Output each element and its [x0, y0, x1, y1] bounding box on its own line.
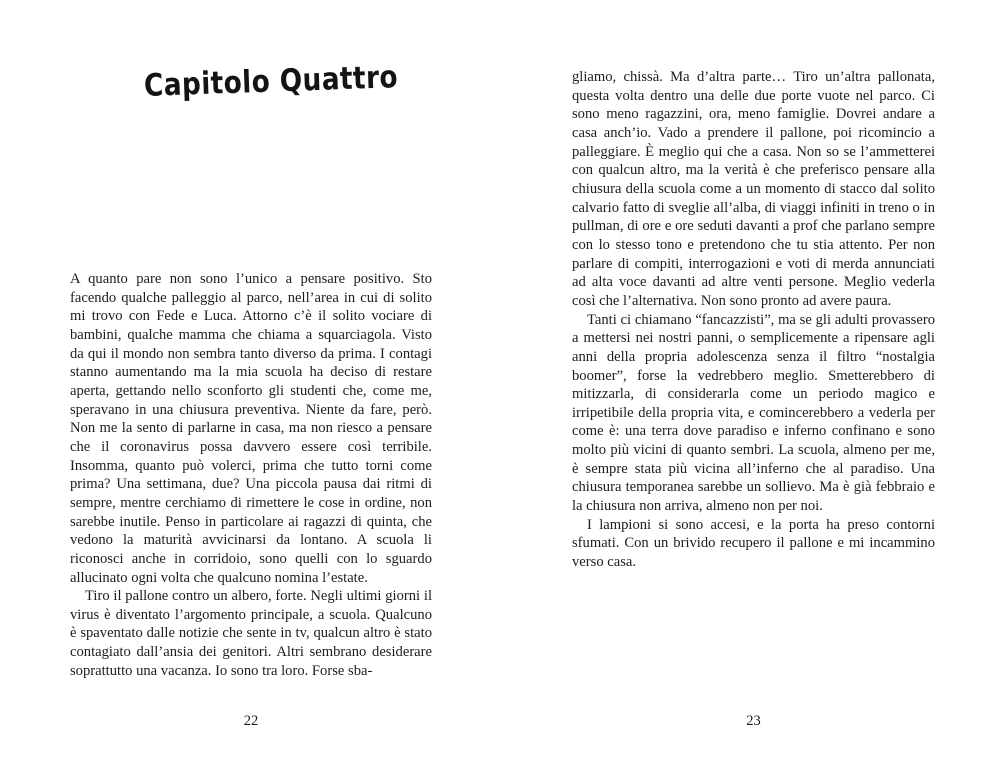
page-number-left: 22: [243, 713, 259, 729]
paragraph: A quanto pare non sono l’unico a pensare positivo. Sto facendo qualche palleggio al parco, nell’area in cui di solito mi trovo con Fede e Luca. Attorno c’è il solito vociare di bambini, qualche mamma che chiama a squarciagola. Visto da qui il mondo non sembra tanto diverso da prima. I contagi stanno aumentando ma la mia scuola ha deciso di restare aperta, gettando nello sconforto gli studenti che, come me, speravano in una chiusura preventiva. Niente da fare, però. Non me la sento di parlarne in casa, ma non riesco a pensare che il coronavirus possa davvero essere così terribile. Insomma, quanto può volerci, prima che tutto torni come prima? Una settimana, due? Una piccola pausa dai ritmi di sempre, mentre cerchiamo di rimettere le cose in ordine, non sarebbe inutile. Penso in particolare ai ragazzi di quinta, che vedono la maturità avvicinarsi da lontano. A scuola li riconosci anche in corridoio, sono quelli con lo sguardo allucinato ogni volta che qualcuno nomina l’estate.: [70, 271, 432, 586]
chapter-title: Capitolo Quattro: [143, 59, 399, 104]
left-page-body: [70, 270, 432, 680]
right-page-body: [572, 68, 935, 572]
page-right: [572, 0, 935, 768]
page-number-right: 23: [746, 713, 761, 729]
paragraph: Tiro il pallone contro un albero, forte. Negli ultimi giorni il virus è diventato l’argomento principale, a scuola. Qualcuno è spaventato dalle notizie che sente in tv, qualcun altro è stato contagiato dall’ansia dei genitori. Altri sembrano desiderare soprattutto una vacanza. Io sono tra loro. Forse sba-: [70, 588, 432, 679]
paragraph: gliamo, chissà. Ma d’altra parte… Tiro un’altra pallonata, questa volta dentro una delle due porte vuote nel parco. Ci sono meno ragazzini, ora, meno famiglie. Dovrei andare a casa anch’io. Vado a prendere il pallone, poi ricomincio a palleggiare. È meglio qui che a casa. Non so se l’ammetterei con qualcun altro, ma la verità è che preferisco pensare alla chiusura della scuola come a un momento di stacco dal solito calvario fatto di sveglie all’alba, di viaggi infiniti in treno o in pullman, di ore e ore seduti davanti a prof che parlano sempre con lo stesso tono e pretendono che tu stia attento. Per non parlare di compiti, interrogazioni e voti di merda annunciati ad alta voce davanti ad altre venti persone. Meglio vederla così che l’alternativa. Non sono pronto ad avere paura.: [572, 69, 935, 309]
paragraph: I lampioni si sono accesi, e la porta ha preso contorni sfumati. Con un brivido recupero il pallone e mi incammino verso casa.: [572, 516, 935, 571]
page-left: [70, 0, 432, 768]
paragraph: Tanti ci chiamano “fancazzisti”, ma se gli adulti provassero a mettersi nei nostri panni, o semplicemente a ripensare agli anni della propria adolescenza senza il filtro “nostalgia boomer”, forse la vedrebbero meglio. Smetterebbero di mitizzarla, di considerarla come un periodo magico e irripetibile della propria vita, e comincerebbero a vederla per come è: una terra dove paradiso e inferno confinano e sono molto più vicini di quanto sembri. La scuola, almeno per me, è sempre stata più vicina all’inferno che al paradiso. Una chiusura temporanea sarebbe un sollievo. Ma è già febbraio e la chiusura non arriva, almeno non per noi.: [572, 311, 935, 515]
